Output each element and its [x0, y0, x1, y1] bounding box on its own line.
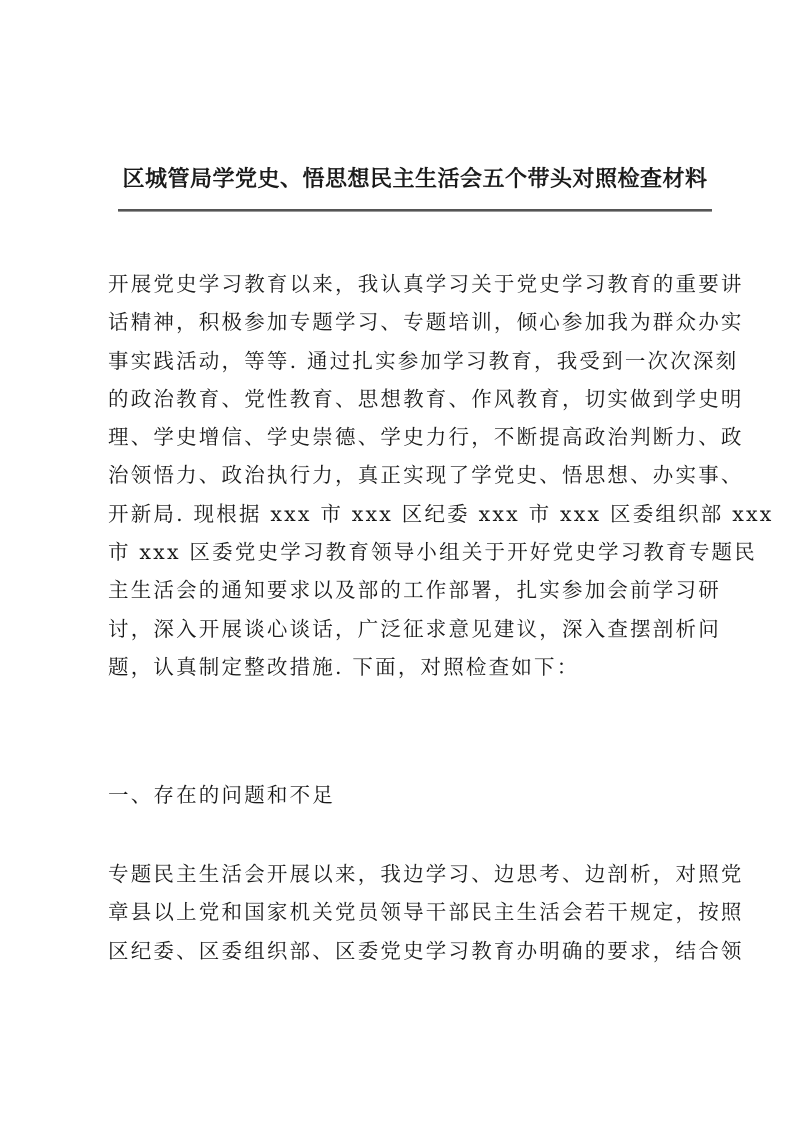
- title-divider: [118, 209, 712, 212]
- paragraph-line: 讨，深入开展谈心谈话，广泛征求意见建议，深入查摆剖析问: [108, 616, 721, 641]
- paragraph-line: 开展党史学习教育以来，我认真学习关于党史学习教育的重要讲: [108, 272, 744, 296]
- paragraph-line: 治领悟力、政治执行力，真正实现了学党史、悟思想、办实事、: [108, 463, 744, 488]
- intro-paragraph: [108, 265, 774, 686]
- document-title: 区城管局学党史、悟思想民主生活会五个带头对照检查材料: [122, 166, 708, 192]
- paragraph-line: 开新局. 现根据 xxx 市 xxx 区纪委 xxx 市 xxx 区委组织部 xxx: [108, 501, 774, 526]
- paragraph-line: 区纪委、区委组织部、区委党史学习教育办明确的要求，结合领: [108, 938, 744, 963]
- paragraph-line: 题，认真制定整改措施. 下面，对照检查如下：: [108, 654, 580, 679]
- paragraph-line: 话精神，积极参加专题学习、专题培训，倾心参加我为群众办实: [108, 310, 744, 335]
- paragraph-line: 的政治教育、党性教育、思想教育、作风教育，切实做到学史明: [108, 386, 744, 411]
- paragraph-line: 事实践活动，等等. 通过扎实参加学习教育，我受到一次次深刻: [108, 348, 739, 373]
- paragraph-line: 主生活会的通知要求以及部的工作部署，扎实参加会前学习研: [108, 578, 721, 603]
- section-1-paragraph: [108, 855, 744, 970]
- section-heading: 一、存在的问题和不足: [108, 783, 335, 807]
- paragraph-line: 理、学史增信、学史崇德、学史力行，不断提高政治判断力、政: [108, 425, 744, 450]
- paragraph-line: 章县以上党和国家机关党员领导干部民主生活会若干规定，按照: [108, 900, 744, 925]
- paragraph-line: 专题民主生活会开展以来，我边学习、边思考、边剖析，对照党: [108, 862, 744, 886]
- paragraph-line: 市 xxx 区委党史学习教育领导小组关于开好党史学习教育专题民: [108, 540, 757, 565]
